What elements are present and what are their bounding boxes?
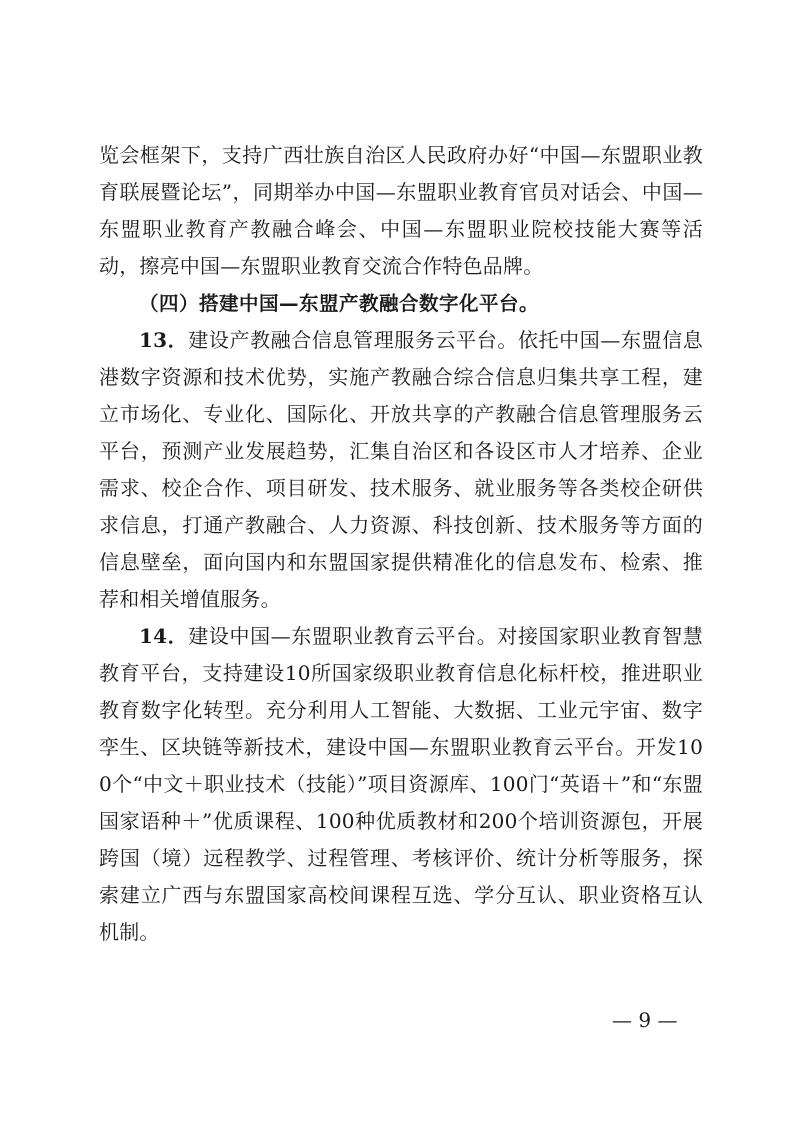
page-number: — 9 — (612, 1008, 678, 1032)
paragraph-14 (99, 618, 703, 951)
paragraph-13 (99, 322, 703, 618)
paragraph-14-text: 建设中国—东盟职业教育云平台。对接国家职业教育智慧教育平台，支持建设10所国家级职业教育信息化标杆校，推进职业教育数字化转型。充分利用人工智能、大数据、工业元宇宙、数字孪生、区块链等新技术，建设中国—东盟职业教育云平台。开发100个“中文＋职业技术（技能）”项目资源库、100门“英语＋”和“东盟国家语种＋”优质课程、100种优质教材和200个培训资源包，开展跨国（境）远程教学、过程管理、考核评价、统计分析等服务，探索建立广西与东盟国家高校间课程互选、学分互认、职业资格互认机制。 (99, 624, 703, 944)
section-heading-4: （四）搭建中国—东盟产教融合数字化平台。 (139, 292, 540, 315)
item-number-13: 13． (139, 328, 189, 352)
body-text (99, 137, 703, 951)
paragraph-13-text: 建设产教融合信息管理服务云平台。依托中国—东盟信息港数字资源和技术优势，实施产教融合综合信息归集共享工程，建立市场化、专业化、国际化、开放共享的产教融合信息管理服务云平台，预测产业发展趋势，汇集自治区和各设区市人才培养、企业需求、校企合作、项目研发、技术服务、就业服务等各类校企研供求信息，打通产教融合、人力资源、科技创新、技术服务等方面的信息壁垒，面向国内和东盟国家提供精准化的信息发布、检索、推荐和相关增值服务。 (99, 328, 703, 611)
paragraph-continued: 览会框架下，支持广西壮族自治区人民政府办好“中国—东盟职业教育联展暨论坛”，同期举办中国—东盟职业教育官员对话会、中国—东盟职业教育产教融合峰会、中国—东盟职业院校技能大赛等活动，擦亮中国—东盟职业教育交流合作特色品牌。 (99, 143, 703, 278)
item-number-14: 14． (139, 624, 189, 648)
